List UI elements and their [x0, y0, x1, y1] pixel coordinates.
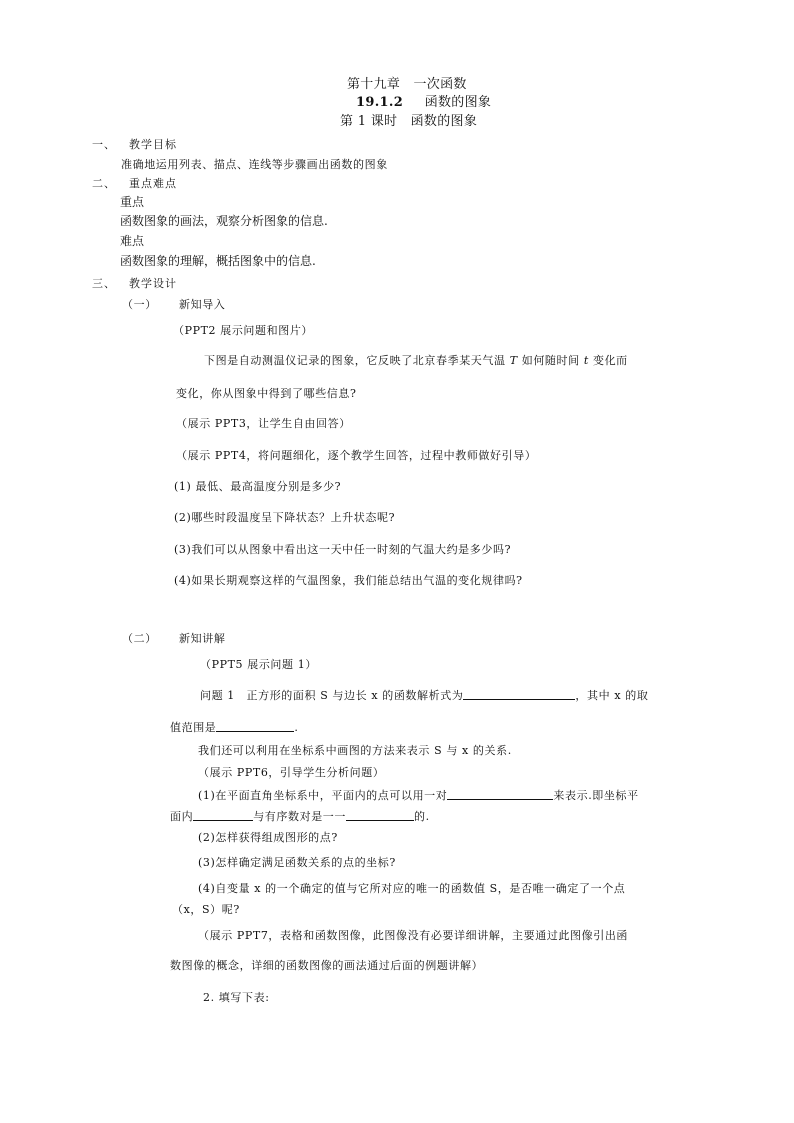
section-3-marker: 三、 [92, 277, 116, 290]
analysis-1-line-2 [170, 810, 430, 822]
coordinate-intro: 我们还可以利用在坐标系中画图的方法来表示 S 与 x 的关系. [198, 744, 512, 757]
ppt3-note: （展示 PPT3，让学生自由回答） [176, 417, 351, 430]
section-2-title: 重点难点 [129, 177, 177, 190]
part-2-title: 新知讲解 [179, 632, 226, 645]
blank-ordered-pair[interactable] [447, 789, 553, 800]
intro-text-c: 变化而 [588, 354, 628, 367]
section-1-title: 教学目标 [129, 138, 177, 151]
ppt5-note: （PPT5 展示问题 1） [200, 658, 317, 671]
question-3: (3)我们可以从图象中看出这一天中任一时刻的气温大约是多少吗? [174, 543, 512, 556]
intro-text-a: 下图是自动测温仪记录的图象，它反映了北京春季某天气温 [204, 354, 510, 367]
analysis-1-text-e: 的. [414, 810, 430, 823]
part-1-title: 新知导入 [179, 298, 226, 311]
intro-line-2: 变化，你从图象中得到了哪些信息? [176, 387, 357, 400]
question-1: (1) 最低、最高温度分别是多少? [174, 480, 342, 493]
section-number: 19.1.2 [356, 95, 404, 110]
blank-points[interactable] [193, 810, 253, 821]
section-1-heading [92, 139, 177, 150]
part-2-heading [122, 633, 225, 644]
part-1-marker: （一） [122, 298, 157, 311]
analysis-1-text-d: 与有序数对是一一 [253, 810, 347, 823]
chapter-title: 第十九章 一次函数 [347, 77, 467, 92]
part-1-heading [122, 299, 225, 310]
question-2: (2)哪些时段温度呈下降状态？上升状态呢? [174, 511, 396, 524]
ppt7-note-line-2: 数图像的概念，详细的函数图像的画法通过后面的例题讲解） [170, 959, 484, 972]
var-t: t [583, 354, 589, 367]
question-4: (4)如果长期观察这样的气温图象，我们能总结出气温的变化规律吗? [174, 574, 523, 587]
lesson-title: 第 1 课时 函数的图象 [340, 114, 478, 129]
difficulty-label: 难点 [120, 234, 145, 248]
problem-1-text-a: 问题 1 正方形的面积 S 与边长 x 的函数解析式为 [200, 689, 464, 702]
difficulty-text: 函数图象的理解，概括图象中的信息. [120, 254, 316, 268]
blank-function-expression[interactable] [463, 689, 575, 700]
blank-domain[interactable] [216, 721, 294, 732]
intro-text-b: 如何随时间 [517, 354, 584, 367]
section-heading [356, 96, 491, 109]
part-2-marker: （二） [122, 632, 157, 645]
key-point-label: 重点 [120, 195, 145, 209]
analysis-4-line-2: （x，S）呢? [172, 903, 240, 916]
analysis-1-line-1 [198, 789, 639, 801]
blank-correspondence[interactable] [346, 810, 414, 821]
problem-1-line-2 [170, 721, 299, 733]
fill-table-prompt: 2. 填写下表: [203, 991, 270, 1004]
section-3-heading [92, 278, 177, 289]
analysis-1-text-b: 来表示.即坐标平 [553, 789, 639, 802]
objective-text: 准确地运用列表、描点、连线等步骤画出函数的图象 [121, 158, 388, 171]
var-T: T [509, 354, 518, 367]
problem-1-line-1 [200, 689, 648, 701]
intro-line-1 [204, 355, 628, 366]
section-2-marker: 二、 [92, 177, 116, 190]
problem-1-text-d: . [294, 721, 299, 734]
problem-1-text-c: 值范围是 [170, 721, 217, 734]
ppt7-note-line-1: （展示 PPT7，表格和函数图像，此图像没有必要详细讲解，主要通过此图像引出函 [198, 929, 629, 942]
key-point-text: 函数图象的画法，观察分析图象的信息. [120, 214, 328, 228]
ppt6-note: （展示 PPT6，引导学生分析问题） [198, 766, 385, 779]
section-2-heading [92, 178, 177, 189]
ppt4-note: （展示 PPT4，将问题细化，逐个教学生回答，过程中教师做好引导） [176, 449, 537, 462]
analysis-2: (2)怎样获得组成图形的点? [198, 831, 338, 844]
analysis-1-text-a: (1)在平面直角坐标系中，平面内的点可以用一对 [198, 789, 448, 802]
section-title: 函数的图象 [424, 95, 492, 110]
analysis-3: (3)怎样确定满足函数关系的点的坐标? [198, 856, 396, 869]
ppt2-note: （PPT2 展示问题和图片） [173, 324, 314, 337]
analysis-1-text-c: 面内 [170, 810, 194, 823]
problem-1-text-b: ，其中 x 的取 [575, 689, 649, 702]
analysis-4-line-1: (4)自变量 x 的一个确定的值与它所对应的唯一的函数值 S，是否唯一确定了一个点 [198, 882, 626, 895]
section-3-title: 教学设计 [129, 277, 177, 290]
section-1-marker: 一、 [92, 138, 116, 151]
